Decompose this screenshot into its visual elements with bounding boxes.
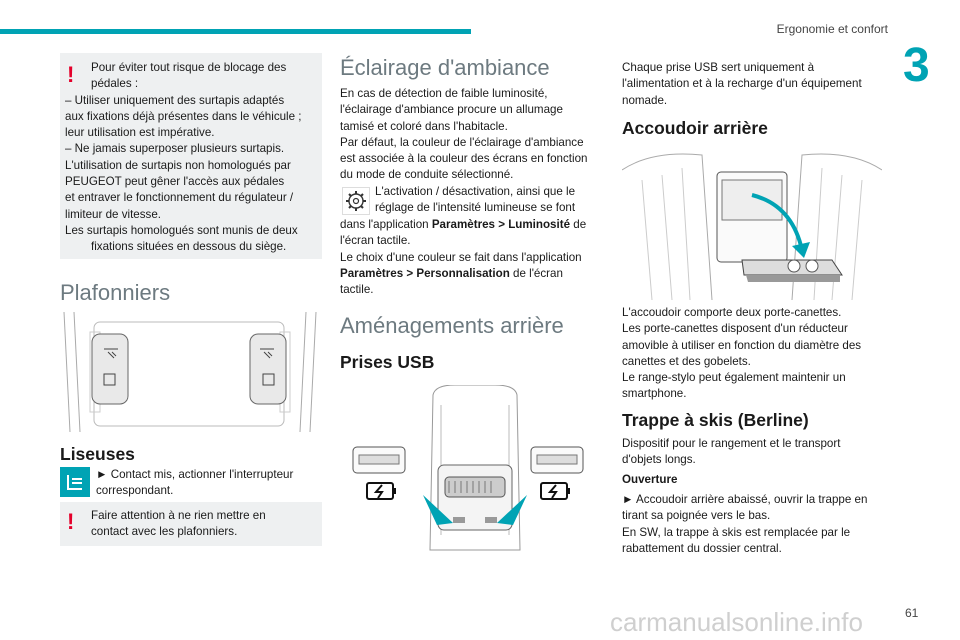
- text-line: L'activation / désactivation, ainsi que le: [375, 185, 576, 198]
- text-line: Chaque prise USB sert uniquement à: [622, 61, 815, 74]
- warning-icon: !: [67, 62, 75, 87]
- chapter-title: Ergonomie et confort: [776, 22, 888, 36]
- text-line: tirant sa poignée vers le bas.: [622, 509, 771, 523]
- heading-liseuses: Liseuses: [60, 444, 135, 464]
- menu-path: Paramètres > Luminosité: [431, 218, 571, 231]
- text-line: aux fixations déjà présentes dans le véhicule ;: [65, 109, 302, 123]
- armrest-illustration: [622, 150, 882, 300]
- reading-light-icon: [60, 467, 90, 497]
- liseuses-instruction: [96, 467, 326, 500]
- heading-amenagements-arriere: Aménagements arrière: [340, 313, 564, 338]
- text-line: l'éclairage d'ambiance procure un allumage: [340, 103, 563, 117]
- text-line: ► Contact mis, actionner l'interrupteur: [96, 468, 294, 481]
- heading-prises-usb: Prises USB: [340, 352, 435, 372]
- text-span: dans l'application: [340, 218, 432, 231]
- text-line: correspondant.: [96, 484, 174, 498]
- eclairage-settings-text-cont: [340, 217, 605, 298]
- text-line: PEUGEOT peut gêner l'accès aux pédales: [65, 175, 285, 189]
- text-span: de: [570, 218, 587, 231]
- text-line: pédales :: [91, 77, 139, 91]
- text-line: amovible à utiliser en fonction du diamètre des: [622, 338, 862, 352]
- text-line: [340, 266, 605, 282]
- text-line: est associée à la couleur des écrans en fonction: [340, 152, 588, 166]
- gear-icon: [342, 187, 370, 215]
- header-accent-bar: [0, 29, 471, 34]
- text-line: du mode de conduite sélectionné.: [340, 168, 514, 182]
- heading-eclairage-ambiance: Éclairage d'ambiance: [340, 55, 550, 80]
- text-line: tamisé et coloré dans l'habitacle.: [340, 119, 508, 133]
- warning-plafonniers-text: [91, 508, 319, 541]
- eclairage-settings-text: [375, 184, 605, 217]
- text-line: Dispositif pour le rangement et le transport: [622, 437, 841, 450]
- page-number: 61: [905, 606, 919, 620]
- text-line: Pour éviter tout risque de blocage des: [91, 61, 287, 74]
- usb-ports-illustration: [345, 385, 600, 557]
- text-line: [340, 217, 605, 233]
- text-line: l'alimentation et à la recharge d'un équipement: [622, 77, 862, 91]
- text-line: canettes et des gobelets.: [622, 354, 751, 368]
- watermark: carmanualsonline.info: [610, 607, 863, 637]
- heading-trappe-skis: Trappe à skis (Berline): [622, 410, 809, 430]
- warning-icon: !: [67, 509, 75, 534]
- text-line: Le range-stylo peut également maintenir un: [622, 371, 846, 385]
- ouverture-instructions: [622, 492, 897, 557]
- trappe-description: [622, 436, 892, 469]
- text-line: tactile.: [340, 283, 374, 297]
- eclairage-text: [340, 86, 602, 184]
- text-line: En SW, la trappe à skis est remplacée par le: [622, 525, 851, 539]
- text-line: – Ne jamais superposer plusieurs surtapis.: [65, 142, 285, 156]
- text-line: ► Accoudoir arrière abaissé, ouvrir la trappe en: [622, 493, 868, 506]
- text-line: Le choix d'une couleur se fait dans l'application: [340, 250, 582, 264]
- menu-path: Paramètres > Personnalisation: [340, 266, 510, 280]
- text-line: Par défaut, la couleur de l'éclairage d'ambiance: [340, 135, 584, 149]
- accoudoir-description: [622, 305, 892, 403]
- text-line: En cas de détection de faible luminosité,: [340, 87, 548, 100]
- text-line: Les surtapis homologués sont munis de deux: [65, 223, 298, 237]
- text-line: L'utilisation de surtapis non homologués par: [65, 158, 291, 172]
- text-line: et entraver le fonctionnement du régulateur /: [65, 191, 294, 205]
- text-line: Faire attention à ne rien mettre en: [91, 509, 266, 522]
- text-line: smartphone.: [622, 387, 687, 401]
- text-line: leur utilisation est impérative.: [65, 126, 215, 140]
- heading-accoudoir-arriere: Accoudoir arrière: [622, 118, 768, 138]
- text-line: contact avec les plafonniers.: [91, 525, 238, 539]
- text-line: Les porte-canettes disposent d'un réducteur: [622, 322, 848, 336]
- text-line: L'accoudoir comporte deux porte-canettes.: [622, 306, 842, 319]
- text-span: de l'écran: [509, 266, 563, 280]
- text-line: fixations situées en dessous du siège.: [91, 240, 287, 254]
- text-line: rabattement du dossier central.: [622, 541, 782, 555]
- text-line: limiteur de vitesse.: [65, 207, 162, 221]
- text-line: l'écran tactile.: [340, 234, 411, 248]
- usb-description: [622, 60, 892, 109]
- text-line: réglage de l'intensité lumineuse se font: [375, 201, 576, 215]
- subheading-ouverture: Ouverture: [622, 473, 678, 486]
- warning-pedals-text: [65, 60, 321, 256]
- text-line: d'objets longs.: [622, 453, 696, 467]
- chapter-number: 3: [903, 39, 930, 92]
- heading-plafonniers: Plafonniers: [60, 280, 171, 305]
- text-line: nomade.: [622, 93, 668, 107]
- text-line: – Utiliser uniquement des surtapis adaptés: [65, 93, 285, 107]
- ceiling-light-illustration: [60, 312, 320, 432]
